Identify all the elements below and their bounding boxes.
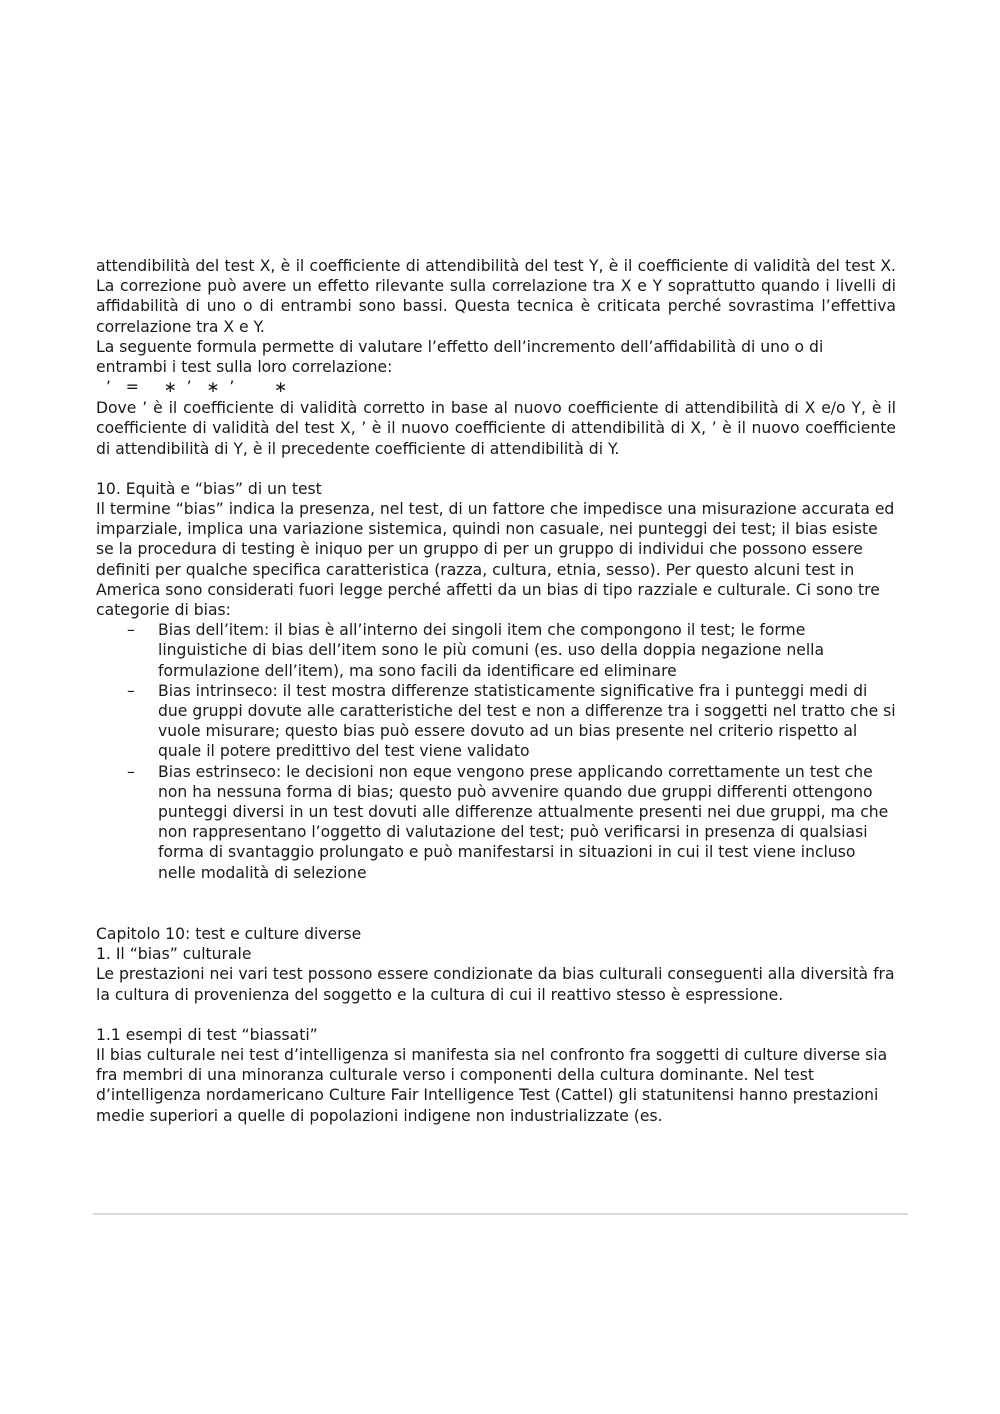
list-item-text: Bias estrinseco: le decisioni non eque vengono prese applicando correttamente un test che non ha nessuna forma di bias; questo può avvenire quando due gruppi differenti ottengono punteggi diversi in un test dovuti alle differenze attualmente presenti nei due gruppi, ma che non rappresentano l’oggetto di valutazione del test; può verificarsi in presenza di qualsiasi forma di svantaggio prolungato e può manifestarsi in situazioni in cui il test viene incluso nelle modalità di selezione — [158, 762, 889, 882]
bullet-dash: – — [127, 762, 135, 781]
paragraph-bias-culturale: Le prestazioni nei vari test possono essere condizionate da bias culturali conseguenti alla diversità fra la cultura di provenienza del soggetto e la cultura di cui il reattivo stesso è espressione. — [96, 965, 895, 1004]
paragraph-formula-intro: La seguente formula permette di valutare l’effetto dell’incremento dell’affidabilità di uno o di entrambi i test sulla loro correlazione: — [96, 337, 824, 377]
list-item-text: Bias intrinseco: il test mostra differenze statisticamente significative fra i punteggi medi di due gruppi dovute alle caratteristiche del test e non a differenze tra i soggetti nel tratto che si vuole misurare; questo bias può essere dovuto ad un bias presente nel criterio rispetto al quale il potere predittivo del test viene validato — [158, 681, 896, 761]
chapter-title: Capitolo 10: test e culture diverse — [96, 924, 362, 943]
list-item — [96, 762, 896, 883]
heading-bias-culturale: 1. Il “bias” culturale — [96, 945, 252, 964]
heading-equita-bias: 10. Equità e “bias” di un test — [96, 479, 322, 498]
bullet-dash: – — [127, 621, 135, 640]
paragraph-bias-intro: Il termine “bias” indica la presenza, nel test, di un fattore che impedisce una misurazione accurata ed imparziale, implica una variazione sistemica, quindi non casuale, nei punteggi dei test; il bias esiste se la procedura di testing è iniquo per un gruppo di per un gruppo di individui che possono essere definiti per qualche specifica caratteristica (razza, cultura, etnia, sesso). Per questo alcuni test in America sono considerati fuori legge perché affetti da un bias di tipo razziale e culturale. Ci sono tre categorie di bias: — [96, 500, 895, 620]
paragraph-esempi-test: Il bias culturale nei test d’intelligenza si manifesta sia nel confronto fra soggetti di culture diverse sia fra membri di una minoranza culturale verso i componenti della cultura dominante. Nel test d’intelligenza nordamericano Culture Fair Intelligence Test (Cattel) gli statunitensi hanno prestazioni medie superiori a quelle di popolazioni indigene non industrializzate (es. — [96, 1045, 888, 1125]
heading-esempi-test: 1.1 esempi di test “biassati” — [96, 1025, 318, 1044]
page-body — [96, 256, 896, 1126]
page-divider — [93, 1213, 908, 1215]
bullet-dash: – — [127, 681, 135, 700]
list-item — [96, 620, 896, 681]
paragraph-dove: Dove ’ è il coefficiente di validità corretto in base al nuovo coefficiente di attendibilità di X e/o Y, è il coefficiente di validità del test X, ’ è il nuovo coefficiente di attendibilità di X, ’ è il nuovo coefficiente di attendibilità di Y, è il precedente coefficiente di attendibilità di Y. — [96, 399, 896, 458]
list-item-text: Bias dell’item: il bias è all’interno dei singoli item che compongono il test; le forme linguistiche di bias dell’item sono le più comuni (es. uso della doppia negazione nella formulazione dell’item), ma sono facili da identificare ed eliminare — [158, 621, 825, 680]
formula-line: ’ = ∗ ’ ∗ ’ ∗ — [96, 378, 288, 397]
paragraph-attendibilita: attendibilità del test X, è il coefficiente di attendibilità del test Y, è il coefficiente di validità del test X. La correzione può avere un effetto rilevante sulla correlazione tra X e Y soprattutto quando i livelli di affidabilità di uno o di entrambi sono bassi. Questa tecnica è criticata perché sovrastima l’effettiva correlazione tra X e Y. — [96, 257, 896, 336]
bias-category-list — [96, 620, 896, 883]
list-item — [96, 681, 896, 762]
